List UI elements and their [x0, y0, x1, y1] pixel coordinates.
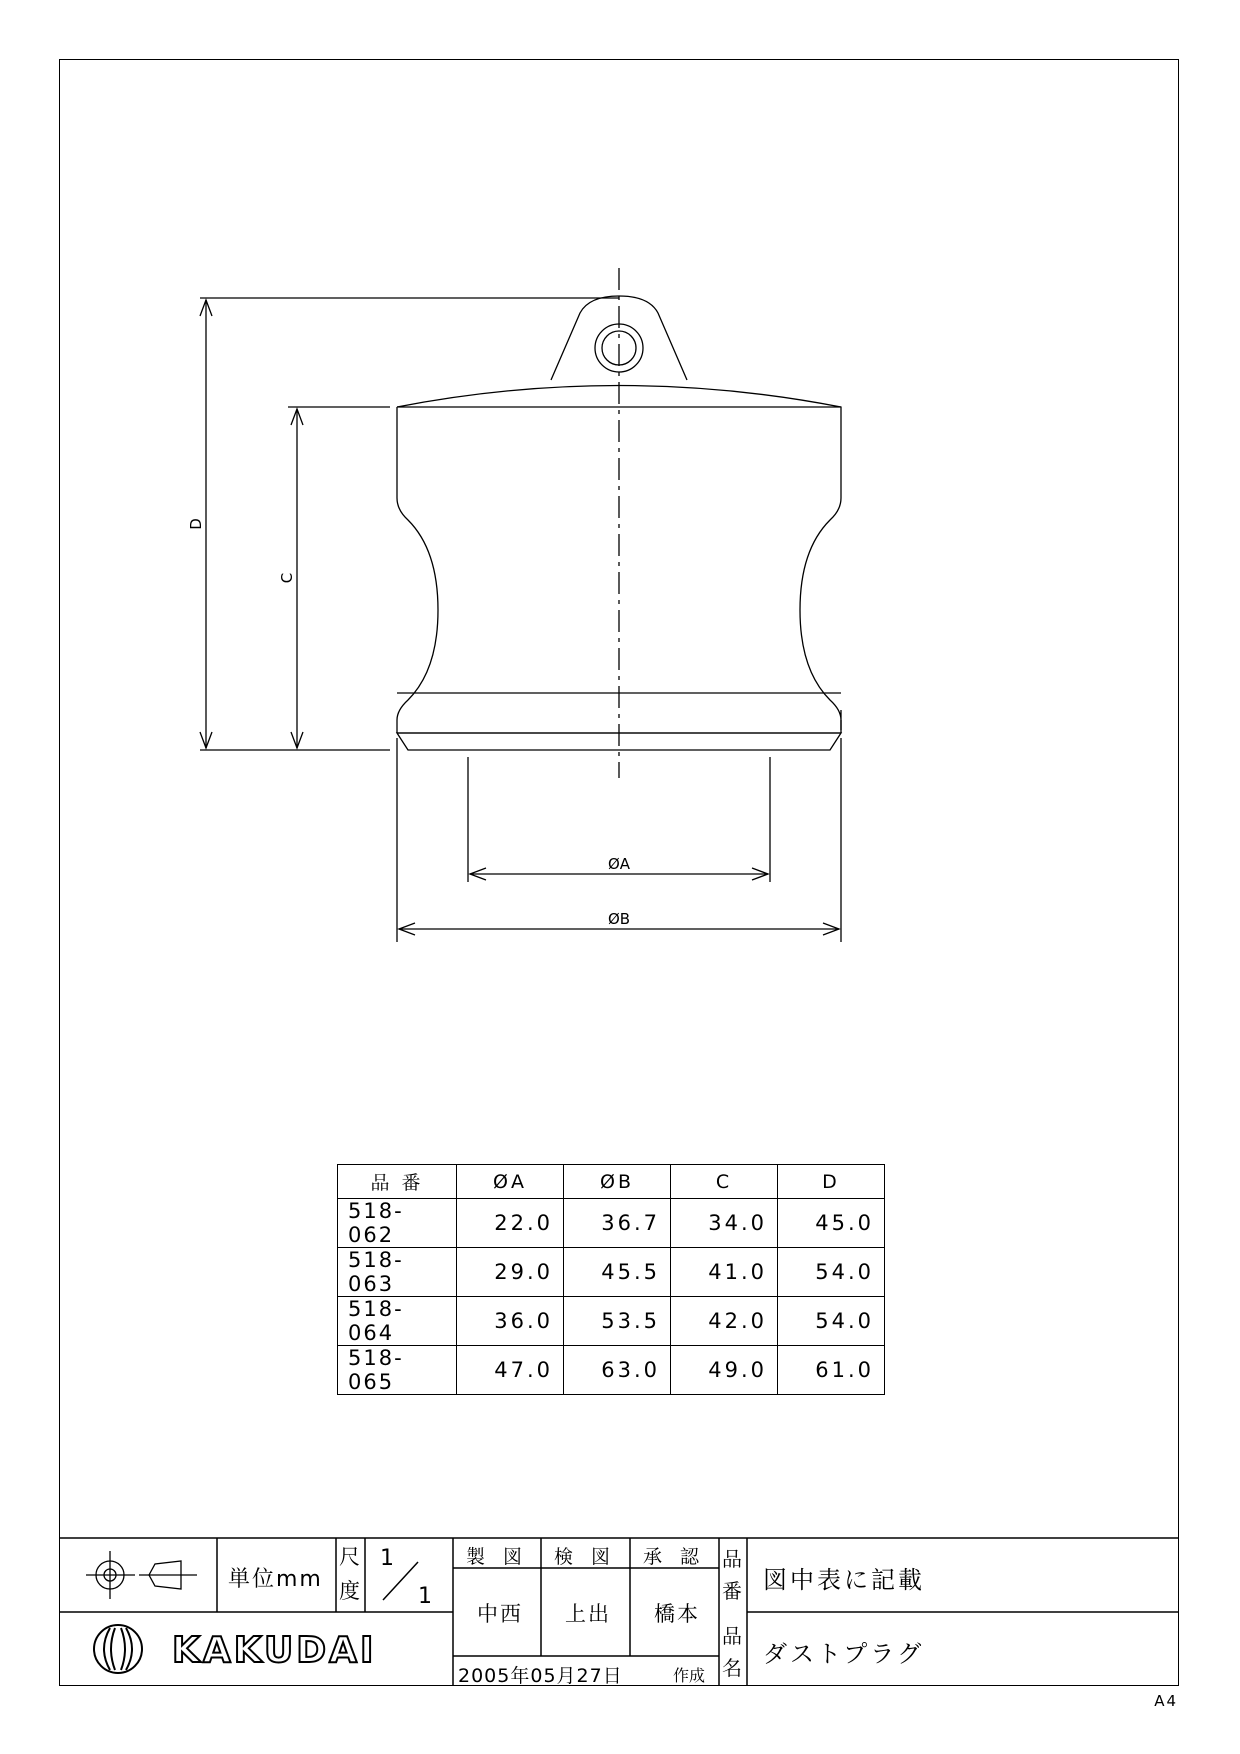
cell-part-number: 518-063	[338, 1248, 457, 1297]
drawn-label: 製 図	[466, 1546, 529, 1568]
company-name: KAKUDAI	[172, 1630, 377, 1671]
cell-d: 45.0	[778, 1199, 885, 1248]
scale-denominator: 1	[418, 1584, 432, 1609]
creation-date: 2005年05月27日	[458, 1665, 623, 1687]
cell-a: 22.0	[457, 1199, 564, 1248]
cell-part-number: 518-064	[338, 1297, 457, 1346]
cell-d: 54.0	[778, 1248, 885, 1297]
dim-label-a: ØA	[607, 855, 631, 873]
scale-numerator: 1	[380, 1546, 394, 1571]
checked-label: 検 図	[554, 1546, 617, 1568]
cell-d: 54.0	[778, 1297, 885, 1346]
table-row	[338, 1297, 885, 1346]
part-no-label-2: 番	[722, 1579, 742, 1603]
table-row	[338, 1199, 885, 1248]
name-value: ダストプラグ	[763, 1640, 925, 1668]
dim-label-d: D	[187, 518, 205, 530]
drawn-by: 中西	[477, 1602, 523, 1626]
sheet-size: A4	[1154, 1692, 1178, 1710]
approved-label: 承 認	[643, 1546, 706, 1568]
header-d: D	[778, 1165, 885, 1199]
table-row	[338, 1346, 885, 1395]
cell-b: 36.7	[564, 1199, 671, 1248]
cell-b: 53.5	[564, 1297, 671, 1346]
dim-label-b: ØB	[607, 910, 631, 928]
checked-by: 上出	[565, 1602, 611, 1626]
cell-a: 36.0	[457, 1297, 564, 1346]
kakudai-logo-icon	[94, 1625, 142, 1673]
table-row	[338, 1248, 885, 1297]
cell-part-number: 518-065	[338, 1346, 457, 1395]
cell-part-number: 518-062	[338, 1199, 457, 1248]
unit-label: 単位mm	[228, 1567, 323, 1592]
header-b: ØB	[564, 1165, 671, 1199]
cell-c: 34.0	[671, 1199, 778, 1248]
name-label-2: 名	[722, 1656, 742, 1680]
part-no-label-1: 品	[722, 1547, 742, 1571]
cell-a: 29.0	[457, 1248, 564, 1297]
approved-by: 橋本	[654, 1602, 700, 1626]
cell-a: 47.0	[457, 1346, 564, 1395]
scale-label-2: 度	[339, 1579, 360, 1603]
table-header-row	[338, 1165, 885, 1199]
header-part-number: 品 番	[338, 1165, 457, 1199]
cell-c: 41.0	[671, 1248, 778, 1297]
part-no-value: 図中表に記載	[763, 1566, 925, 1594]
header-c: C	[671, 1165, 778, 1199]
cell-d: 61.0	[778, 1346, 885, 1395]
projection-symbol-icon	[86, 1551, 197, 1599]
header-a: ØA	[457, 1165, 564, 1199]
cell-b: 45.5	[564, 1248, 671, 1297]
dim-label-c: C	[278, 572, 296, 584]
dimensions-table	[337, 1164, 885, 1395]
cell-b: 63.0	[564, 1346, 671, 1395]
scale-label-1: 尺	[339, 1545, 360, 1569]
cell-c: 49.0	[671, 1346, 778, 1395]
creation-suffix: 作成	[673, 1666, 706, 1685]
name-label-1: 品	[722, 1624, 742, 1648]
cell-c: 42.0	[671, 1297, 778, 1346]
